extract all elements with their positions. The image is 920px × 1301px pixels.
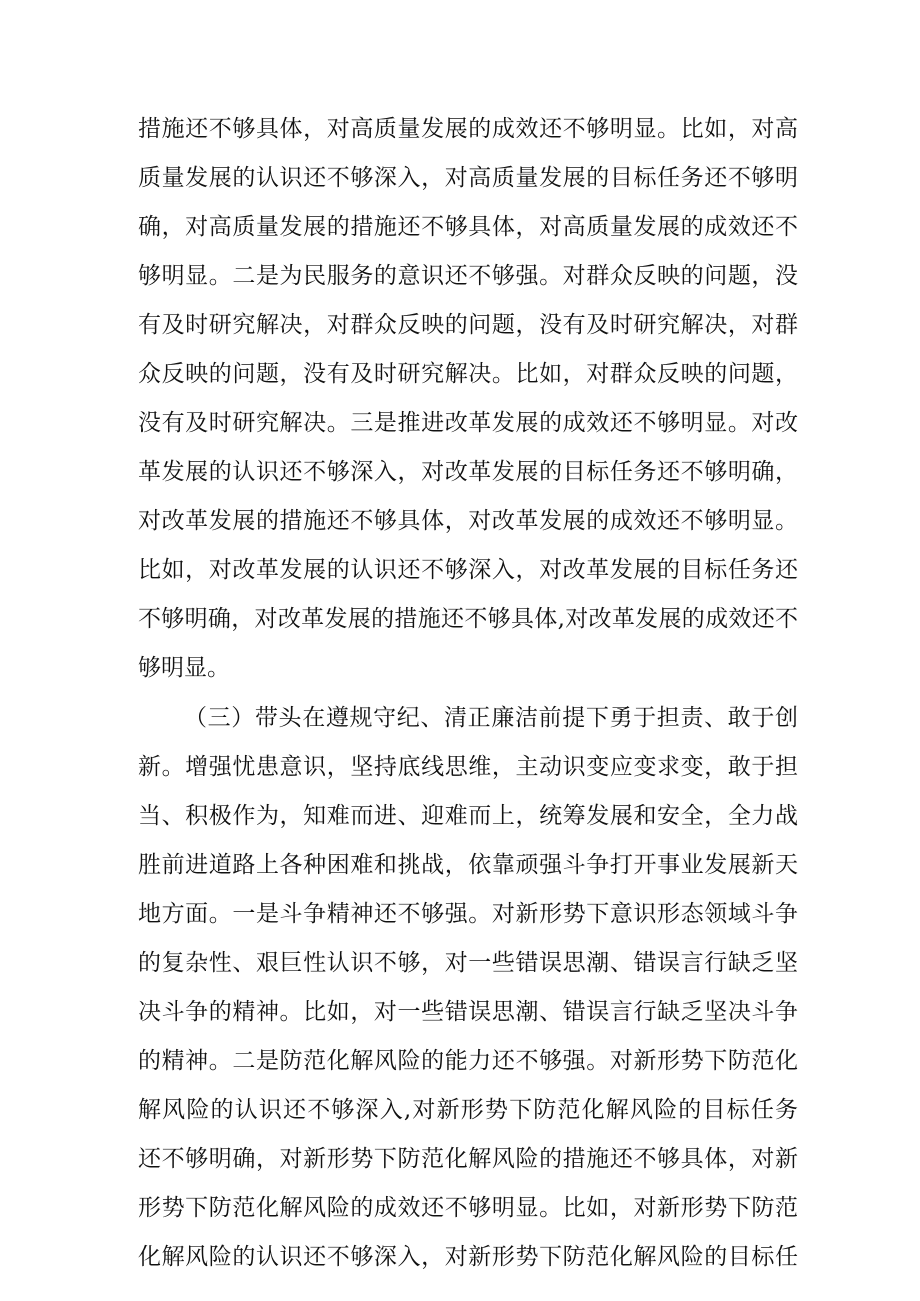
- paragraph-2: [138, 694, 798, 1282]
- text-line: 化解风险的认识还不够深入，对新形势下防范化解风险的目标任: [138, 1244, 798, 1270]
- text-line: 胜前进道路上各种困难和挑战，依靠顽强斗争打开事业发展新天: [138, 852, 798, 878]
- document-body: [138, 105, 798, 1282]
- text-line: 革发展的认识还不够深入，对改革发展的目标任务还不够明确，: [138, 459, 798, 485]
- text-line: 质量发展的认识还不够深入，对高质量发展的目标任务还不够明: [138, 165, 798, 191]
- text-line: 不够明确，对改革发展的措施还不够具体,对改革发展的成效还不: [138, 606, 798, 632]
- text-line: 的复杂性、艰巨性认识不够，对一些错误思潮、错误言行缺乏坚: [138, 950, 798, 976]
- text-line: 当、积极作为，知难而进、迎难而上，统筹发展和安全，全力战: [138, 803, 798, 829]
- text-line: 够明显。二是为民服务的意识还不够强。对群众反映的问题，没: [138, 263, 798, 289]
- text-line: 解风险的认识还不够深入,对新形势下防范化解风险的目标任务: [138, 1097, 798, 1123]
- text-line: 有及时研究解决，对群众反映的问题，没有及时研究解决，对群: [138, 312, 798, 338]
- section-heading-line: （三）带头在遵规守纪、清正廉洁前提下勇于担责、敢于创: [184, 705, 798, 731]
- text-line: 够明显。: [138, 655, 230, 681]
- text-line: 还不够明确，对新形势下防范化解风险的措施还不够具体，对新: [138, 1146, 798, 1172]
- text-line: 比如，对改革发展的认识还不够深入，对改革发展的目标任务还: [138, 557, 798, 583]
- text-line: 决斗争的精神。比如，对一些错误思潮、错误言行缺乏坚决斗争: [138, 999, 798, 1025]
- text-line: 没有及时研究解决。三是推进改革发展的成效还不够明显。对改: [138, 410, 798, 436]
- text-line: 措施还不够具体，对高质量发展的成效还不够明显。比如，对高: [138, 116, 798, 142]
- text-line: 新。增强忧患意识，坚持底线思维，主动识变应变求变，敢于担: [138, 754, 798, 780]
- text-line: 对改革发展的措施还不够具体，对改革发展的成效还不够明显。: [138, 508, 798, 534]
- text-line: 众反映的问题，没有及时研究解决。比如，对群众反映的问题，: [138, 361, 798, 387]
- text-line: 确，对高质量发展的措施还不够具体，对高质量发展的成效还不: [138, 214, 798, 240]
- paragraph-1: [138, 105, 798, 693]
- text-line: 地方面。一是斗争精神还不够强。对新形势下意识形态领域斗争: [138, 901, 798, 927]
- text-line: 形势下防范化解风险的成效还不够明显。比如，对新形势下防范: [138, 1195, 798, 1221]
- text-line: 的精神。二是防范化解风险的能力还不够强。对新形势下防范化: [138, 1048, 798, 1074]
